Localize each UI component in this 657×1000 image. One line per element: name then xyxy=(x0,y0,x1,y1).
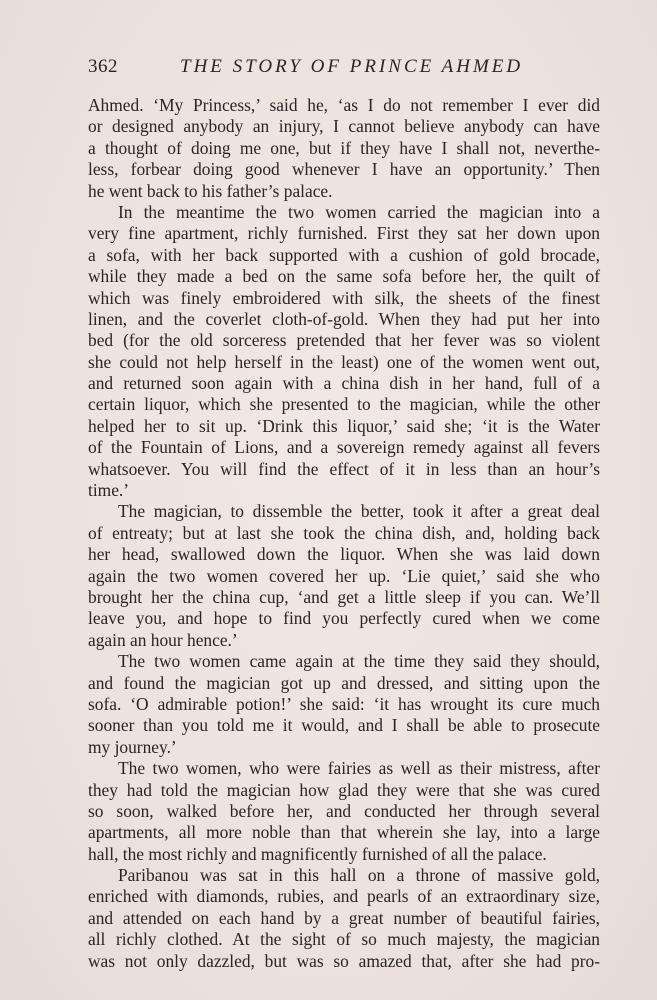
text-line: less, forbear doing good whenever I have an opportunity.’ Then xyxy=(88,159,600,180)
running-head xyxy=(88,56,603,80)
text-line: a sofa, with her back supported with a cushion of gold brocade, xyxy=(88,244,600,265)
text-line: my journey.’ xyxy=(88,736,177,757)
text-line: apartments, all more noble than that wherein she lay, into a large xyxy=(88,822,600,843)
text-line: Ahmed. ‘My Princess,’ said he, ‘as I do not remember I ever did xyxy=(88,95,600,115)
text-line: time.’ xyxy=(88,480,130,501)
text-line: they had told the magician how glad they were that she was cured xyxy=(88,779,600,800)
running-title: THE STORY OF PRINCE AHMED xyxy=(180,56,524,77)
text-line: sofa. ‘O admirable potion!’ she said: ‘it has wrought its cure much xyxy=(88,693,600,714)
text-line: bed (for the old sorceress pretended that her fever was so violent xyxy=(88,330,600,351)
text-line: Paribanou was sat in this hall on a throne of massive gold, xyxy=(118,865,600,886)
text-line: and attended on each hand by a great number of beautiful fairies, xyxy=(88,907,600,928)
text-line: certain liquor, which she presented to the magician, while the other xyxy=(88,394,600,415)
text-line: linen, and the coverlet cloth-of-gold. When they had put her into xyxy=(88,308,600,329)
text-line: again the two women covered her up. ‘Lie quiet,’ said she who xyxy=(88,565,600,586)
text-line: he went back to his father’s palace. xyxy=(88,180,333,201)
text-line: or designed anybody an injury, I cannot believe anybody can have xyxy=(88,116,600,137)
text-line: sooner than you told me it would, and I shall be able to prosecute xyxy=(88,715,600,736)
text-line: of the Fountain of Lions, and a sovereign remedy against all fevers xyxy=(88,437,600,458)
body-text xyxy=(88,95,600,972)
page-number: 362 xyxy=(88,56,118,77)
text-line: her head, swallowed down the liquor. When she was laid down xyxy=(88,544,600,565)
text-line: The magician, to dissemble the better, took it after a great deal xyxy=(118,501,600,522)
text-line: she could not help herself in the least) one of the women went out, xyxy=(88,351,600,372)
text-line: helped her to sit up. ‘Drink this liquor,’ said she; ‘it is the Water xyxy=(88,415,600,436)
text-line: of entreaty; but at last she took the china dish, and, holding back xyxy=(88,522,600,543)
text-line: which was finely embroidered with silk, the sheets of the finest xyxy=(88,287,600,308)
text-line: so soon, walked before her, and conducted her through several xyxy=(88,800,600,821)
text-line: enriched with diamonds, rubies, and pearls of an extraordinary size, xyxy=(88,886,600,907)
text-line: The two women came again at the time they said they should, xyxy=(118,651,600,672)
text-line: brought her the china cup, ‘and get a little sleep if you can. We’ll xyxy=(88,586,600,607)
text-line: and returned soon again with a china dish in her hand, full of a xyxy=(88,373,600,394)
text-line: while they made a bed on the same sofa before her, the quilt of xyxy=(88,266,600,287)
text-line: In the meantime the two women carried the magician into a xyxy=(118,201,600,222)
text-line: whatsoever. You will find the effect of it in less than an hour’s xyxy=(88,458,600,479)
text-line: leave you, and hope to find you perfectly cured when we come xyxy=(88,608,600,629)
text-line: and found the magician got up and dressed, and sitting upon the xyxy=(88,672,600,693)
text-line: very fine apartment, richly furnished. First they sat her down upon xyxy=(88,223,600,244)
text-line: hall, the most richly and magnificently furnished of all the palace. xyxy=(88,843,547,864)
text-line: The two women, who were fairies as well as their mistress, after xyxy=(118,758,600,779)
text-line: all richly clothed. At the sight of so much majesty, the magician xyxy=(88,929,600,950)
text-line: a thought of doing me one, but if they have I shall not, neverthe- xyxy=(88,137,600,158)
text-line: again an hour hence.’ xyxy=(88,629,238,650)
text-line: was not only dazzled, but was so amazed that, after she had pro- xyxy=(88,950,600,971)
